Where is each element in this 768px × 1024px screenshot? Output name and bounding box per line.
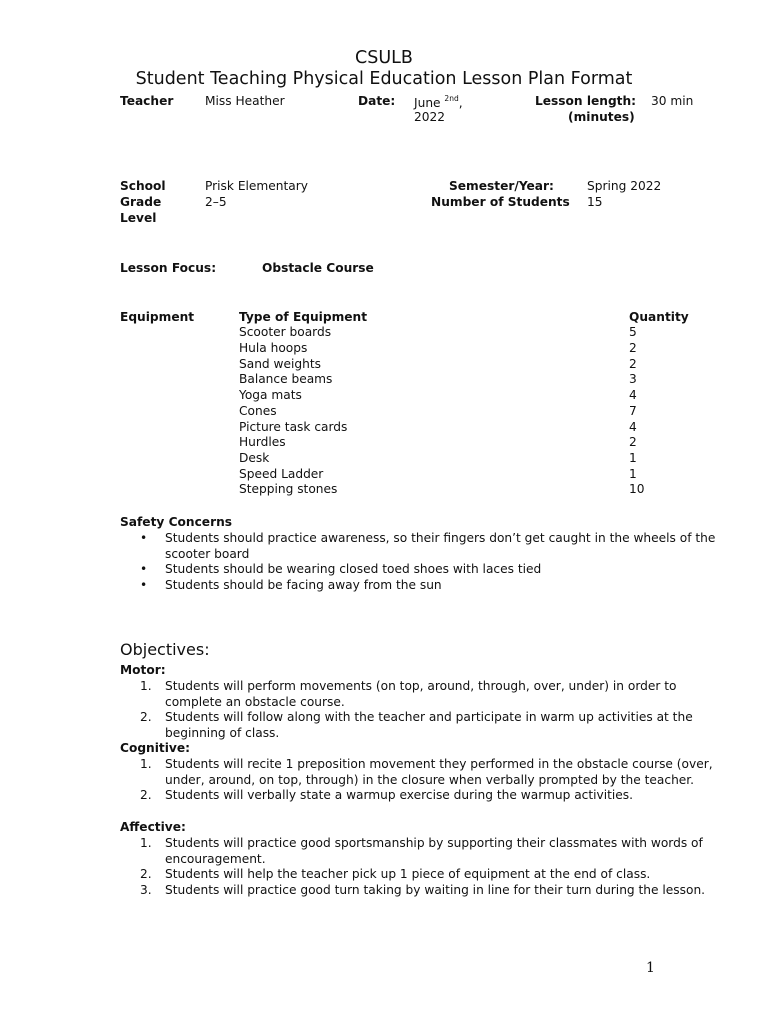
equipment-qty: 2	[629, 435, 637, 449]
list-item: • Students should be facing away from the sun	[140, 577, 442, 592]
affective-objectives-list	[120, 836, 710, 898]
equipment-name: Balance beams	[239, 372, 333, 386]
students-value: 15	[587, 195, 603, 209]
equipment-name: Hula hoops	[239, 341, 308, 355]
list-item: 1. Students will practice good sportsmanship by supporting their classmates with words of encouragement.	[140, 836, 703, 866]
teacher-value: Miss Heather	[205, 94, 285, 108]
date-value: June $^{2nd}$,	[414, 94, 463, 110]
equipment-type-header: Type of Equipment	[239, 310, 368, 324]
motor-label: Motor:	[120, 663, 166, 677]
equipment-qty: 7	[629, 404, 637, 418]
cognitive-label: Cognitive:	[120, 741, 190, 755]
equipment-name: Picture task cards	[239, 420, 348, 434]
equipment-name: Yoga mats	[239, 388, 302, 402]
affective-label: Affective:	[120, 820, 186, 834]
school-value: Prisk Elementary	[205, 179, 308, 193]
list-item: 3. Students will practice good turn taking by waiting in line for their turn during the lesson.	[140, 882, 706, 897]
equipment-name: Hurdles	[239, 435, 286, 449]
semester-value: Spring 2022	[587, 179, 662, 193]
level-label: Level	[120, 211, 157, 225]
document-title: Student Teaching Physical Education Lesson Plan Format	[135, 69, 633, 89]
document-org: CSULB	[355, 48, 413, 68]
equipment-qty: 1	[629, 451, 637, 465]
grade-label: Grade	[120, 195, 162, 209]
equipment-name: Desk	[239, 451, 270, 465]
cognitive-objectives-list	[120, 757, 713, 804]
bullet-icon: •	[140, 562, 148, 577]
students-label: Number of Students	[431, 195, 570, 209]
lesson-length-value: 30 min	[651, 94, 694, 108]
equipment-qty: 4	[629, 388, 637, 402]
list-item: • Students should be wearing closed toed shoes with laces tied	[140, 562, 542, 577]
lesson-length-unit-label: (minutes)	[568, 110, 635, 124]
equipment-qty: 2	[629, 357, 637, 371]
equipment-name: Sand weights	[239, 357, 321, 371]
equipment-qty: 5	[629, 325, 637, 339]
equipment-name: Stepping stones	[239, 482, 338, 496]
equipment-qty: 3	[629, 372, 637, 386]
equipment-qty: 2	[629, 341, 637, 355]
bullet-icon: •	[140, 531, 148, 545]
lesson-focus-value: Obstacle Course	[262, 261, 374, 275]
equipment-label: Equipment	[120, 310, 195, 324]
teacher-label: Teacher	[120, 94, 174, 108]
equipment-quantity-header: Quantity	[629, 310, 689, 324]
safety-concerns-label: Safety Concerns	[120, 515, 233, 529]
equipment-qty: 1	[629, 467, 637, 481]
safety-concerns-list	[120, 531, 716, 593]
list-item: 2. Students will follow along with the teacher and participate in warm up activities at the beginning of class.	[140, 710, 693, 740]
equipment-name: Cones	[239, 404, 277, 418]
motor-objectives-list	[120, 679, 710, 741]
school-label: School	[120, 179, 166, 193]
date-year: 2022	[414, 110, 446, 124]
list-item: 1. Students will perform movements (on top, around, through, over, under) in order to complete an obstacle course.	[140, 679, 677, 709]
page-number: 1	[646, 960, 655, 976]
objectives-heading: Objectives:	[120, 640, 210, 659]
grade-value: 2–5	[205, 195, 227, 209]
equipment-qty: 10	[629, 482, 645, 496]
equipment-name: Scooter boards	[239, 325, 332, 339]
equipment-qty: 4	[629, 420, 637, 434]
bullet-icon: •	[140, 577, 148, 592]
equipment-name: Speed Ladder	[239, 467, 324, 481]
lesson-length-label: Lesson length:	[535, 94, 637, 108]
list-item: 1. Students will recite 1 preposition movement they performed in the obstacle course (over, under, around, on top, through) in the closure when verbally prompted by the teacher.	[140, 757, 713, 787]
date-label: Date:	[358, 94, 396, 108]
list-item: • Students should practice awareness, so their fingers don’t get caught in the wheels of the scooter board	[140, 531, 716, 561]
semester-label: Semester/Year:	[449, 179, 554, 193]
list-item: 2. Students will verbally state a warmup exercise during the warmup activities.	[140, 788, 634, 803]
lesson-focus-label: Lesson Focus:	[120, 261, 217, 275]
list-item: 2. Students will help the teacher pick up 1 piece of equipment at the end of class.	[140, 867, 651, 882]
